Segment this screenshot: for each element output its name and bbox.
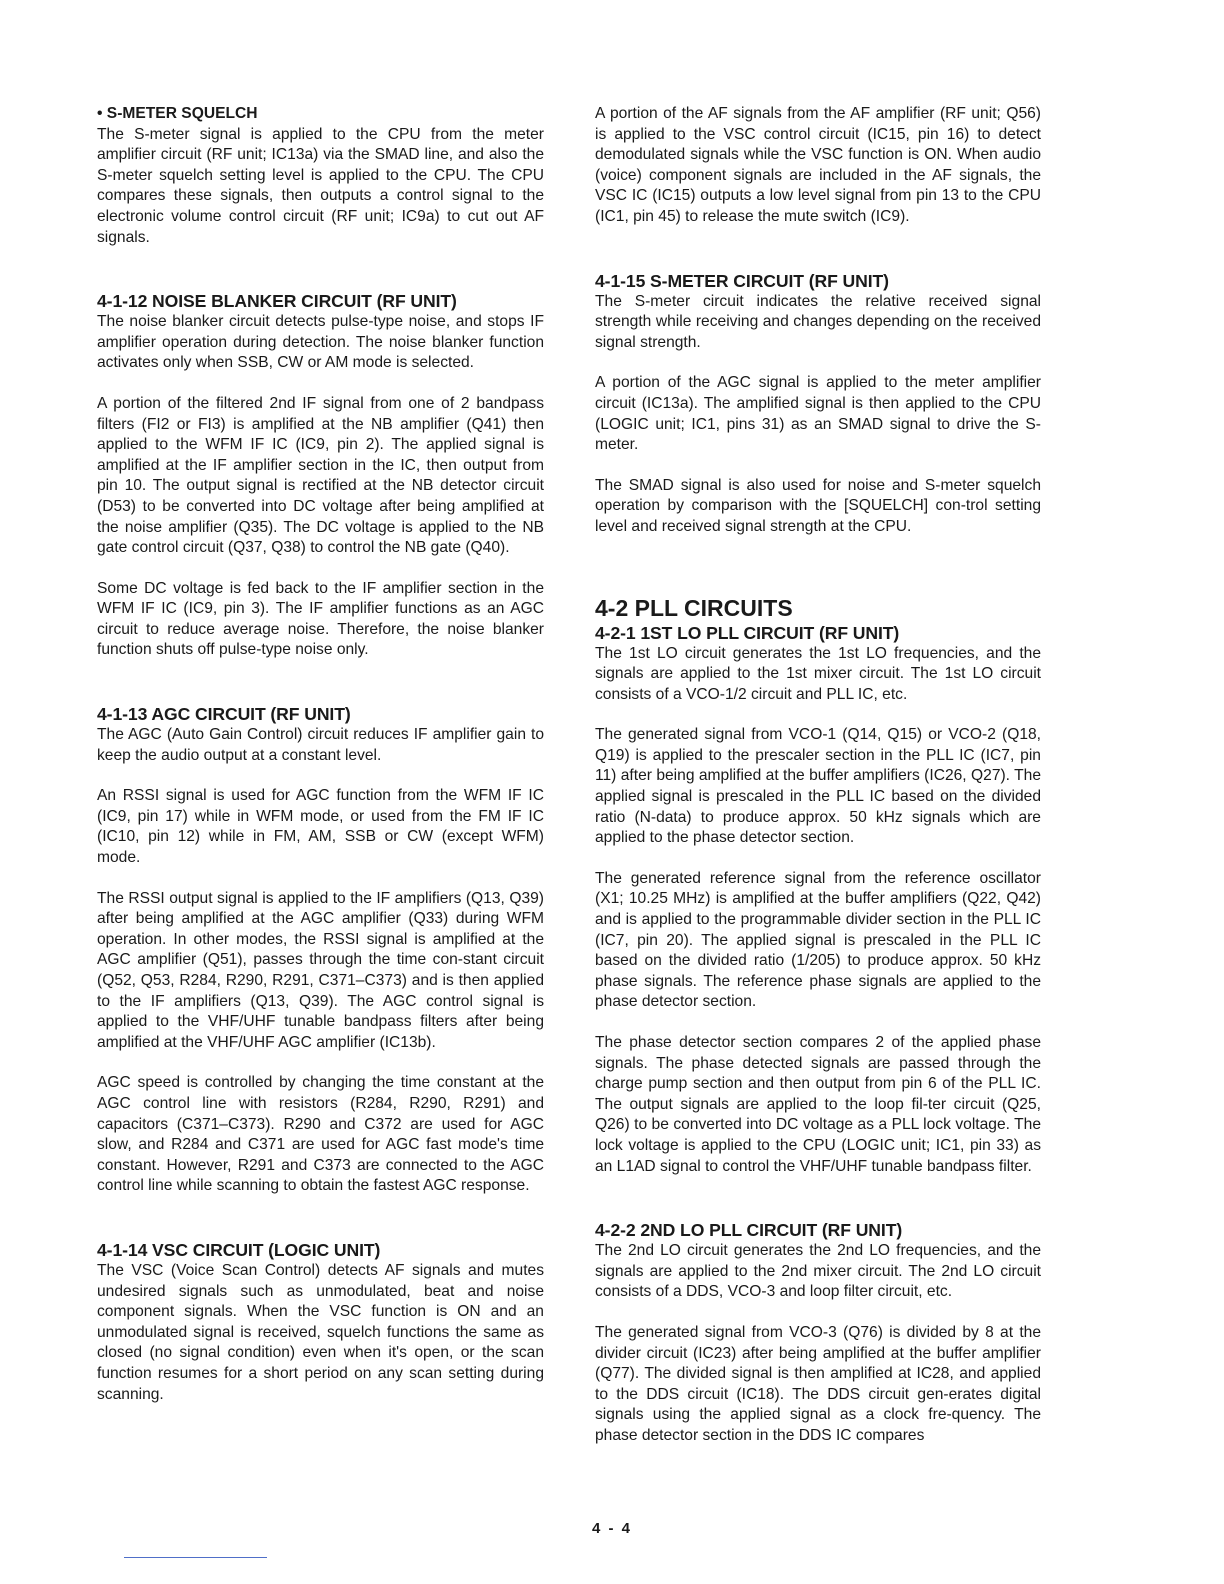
smeter-p2: A portion of the AGC signal is applied to the meter amplifier circuit (IC13a). The amplified signal is then applied to the CPU (LOGIC unit; IC1, pins 31) as an SMAD signal to drive the S-meter. bbox=[595, 374, 1041, 454]
smeter-heading: 4-1-15 S-METER CIRCUIT (RF UNIT) bbox=[595, 270, 889, 291]
agc-p3: The RSSI output signal is applied to the IF amplifiers (Q13, Q39) after being amplified at the AGC amplifier (Q33) during WFM operation. In other modes, the RSSI signal is amplified at the AGC amplifier (Q51), passes through the time con-stant circuit (Q52, Q53, R284, R290, R291, C371–C373) and is then applied to the IF amplifiers (Q13, Q39). The AGC control signal is applied to the VHF/UHF tunable bandpass filters after being amplified at the VHF/UHF AGC amplifier (IC13b). bbox=[97, 889, 544, 1051]
agc-p2: An RSSI signal is used for AGC function from the WFM IF IC (IC9, pin 17) while in WFM mode, or used from the FM IF IC (IC10, pin 12) while in FM, AM, SSB or CW (except WFM) mode. bbox=[97, 787, 544, 867]
agc-p4: AGC speed is controlled by changing the time constant at the AGC control line with resistors (R284, R290, R291) and capacitors (C371–C373). R290 and C372 are used for AGC slow, and R284 and C371 are used for AGC fast mode's time constant. However, R291 and C373 are connected to the AGC control line while scanning to obtain the fastest AGC response. bbox=[97, 1074, 544, 1195]
vsc-cont-p1: A portion of the AF signals from the AF amplifier (RF unit; Q56) is applied to the VSC control circuit (IC15, pin 16) to detect demodulated signals while the VSC function is ON. When audio (voice) component signals are included in the AF signals, the VSC IC (IC15) outputs a low level signal from pin 13 to the CPU (IC1, pin 45) to release the mute switch (IC9). bbox=[595, 105, 1041, 225]
lo1-heading: 4-2-1 1ST LO PLL CIRCUIT (RF UNIT) bbox=[595, 622, 900, 643]
vsc-heading: 4-1-14 VSC CIRCUIT (LOGIC UNIT) bbox=[97, 1239, 381, 1260]
vsc-p1: The VSC (Voice Scan Control) detects AF signals and mutes undesired signals such as unmodulated, beat and noise component signals. When the VSC function is ON and an unmodulated signal is received, squelch functions the same as closed (no signal condition) even when it's open, or the scan function resumes for a short period on any scan setting during scanning. bbox=[97, 1261, 544, 1403]
page-number: 4 - 4 bbox=[591, 1520, 632, 1537]
agc-heading: 4-1-13 AGC CIRCUIT (RF UNIT) bbox=[97, 704, 351, 725]
lo2-p1: The 2nd LO circuit generates the 2nd LO frequencies, and the signals are applied to the 2nd mixer circuit. The 2nd LO circuit consists of a DDS, VCO-3 and loop filter circuit, etc. bbox=[595, 1242, 1041, 1301]
noise-blanker-p3: Some DC voltage is fed back to the IF amplifier section in the WFM IF IC (IC9, pin 3). The IF amplifier functions as an AGC circuit to reduce average noise. Therefore, the noise blanker function shuts off pulse-type noise only. bbox=[97, 579, 544, 659]
pll-heading: 4-2 PLL CIRCUITS bbox=[595, 594, 793, 621]
lo1-p4: The phase detector section compares 2 of the applied phase signals. The phase detected signals are passed through the charge pump section and then output from pin 6 of the PLL IC. The output signals are applied to the loop fil-ter circuit (Q25, Q26) to be converted into DC voltage as a PLL lock voltage. The lock voltage is applied to the CPU (LOGIC unit; IC1, pin 33) as an L1AD signal to control the VHF/UHF tunable bandpass filter. bbox=[595, 1034, 1041, 1175]
smeter-squelch-p1: The S-meter signal is applied to the CPU from the meter amplifier circuit (RF unit; IC13a) via the SMAD line, and also the S-meter squelch setting level is applied to the CPU. The CPU compares these signals, then outputs a control signal to the electronic volume control circuit (RF unit; IC9a) to cut out AF signals. bbox=[97, 125, 544, 246]
smeter-p1: The S-meter circuit indicates the relative received signal strength while receiving and changes depending on the received signal strength. bbox=[595, 292, 1041, 351]
noise-blanker-p1: The noise blanker circuit detects pulse-type noise, and stops IF amplifier operation during detection. The noise blanker function activates only when SSB, CW or AM mode is selected. bbox=[97, 313, 544, 372]
lo2-p2: The generated signal from VCO-3 (Q76) is divided by 8 at the divider circuit (IC23) after being amplified at the buffer amplifier (Q77). The divided signal is then amplified at IC28, and applied to the DDS circuit (IC18). The DDS circuit gen-erates digital signals using the applied signal as a clock fre-quency. The phase detector section in the DDS IC compares bbox=[595, 1323, 1041, 1444]
footer-rule bbox=[124, 1557, 267, 1558]
lo1-p2: The generated signal from VCO-1 (Q14, Q15) or VCO-2 (Q18, Q19) is applied to the prescaler section in the PLL IC (IC7, pin 11) after being amplified at the buffer amplifiers (IC26, Q27). The applied signal is prescaled in the PLL IC based on the divided ratio (N-data) to produce approx. 50 kHz signals which are applied to the phase detector section. bbox=[595, 726, 1041, 847]
lo1-p3: The generated reference signal from the reference oscillator (X1; 10.25 MHz) is amplified at the buffer amplifiers (Q22, Q42) and is applied to the programmable divider section in the PLL IC (IC7, pin 20). The applied signal is prescaled in the PLL IC based on the divided ratio (1/205) to produce approx. 50 kHz phase signals. The reference phase signals are applied to the phase detector section. bbox=[595, 869, 1041, 1011]
smeter-p3: The SMAD signal is also used for noise and S-meter squelch operation by comparison with the [SQUELCH] con-trol setting level and received signal strength at the CPU. bbox=[595, 476, 1041, 535]
smeter-squelch-heading: • S-METER SQUELCH bbox=[97, 105, 258, 122]
left-column bbox=[97, 104, 544, 1405]
right-column bbox=[595, 104, 1041, 1447]
agc-p1: The AGC (Auto Gain Control) circuit reduces IF amplifier gain to keep the audio output at a constant level. bbox=[97, 726, 544, 764]
noise-blanker-p2: A portion of the filtered 2nd IF signal from one of 2 bandpass filters (FI2 or FI3) is amplified at the NB amplifier (Q41) then applied to the WFM IF IC (IC9, pin 2). The applied signal is amplified at the IF amplifier section in the IC, then output from pin 10. The output signal is rectified at the NB detector circuit (D53) to be converted into DC voltage after being amplified at the noise amplifier (Q35). The DC voltage is applied to the NB gate control circuit (Q37, Q38) to control the NB gate (Q40). bbox=[97, 394, 544, 557]
noise-blanker-heading: 4-1-12 NOISE BLANKER CIRCUIT (RF UNIT) bbox=[97, 291, 457, 312]
lo1-p1: The 1st LO circuit generates the 1st LO frequencies, and the signals are applied to the 1st mixer circuit. The 1st LO circuit consists of a VCO-1/2 circuit and PLL IC, etc. bbox=[595, 644, 1041, 703]
lo2-heading: 4-2-2 2ND LO PLL CIRCUIT (RF UNIT) bbox=[595, 1220, 903, 1241]
